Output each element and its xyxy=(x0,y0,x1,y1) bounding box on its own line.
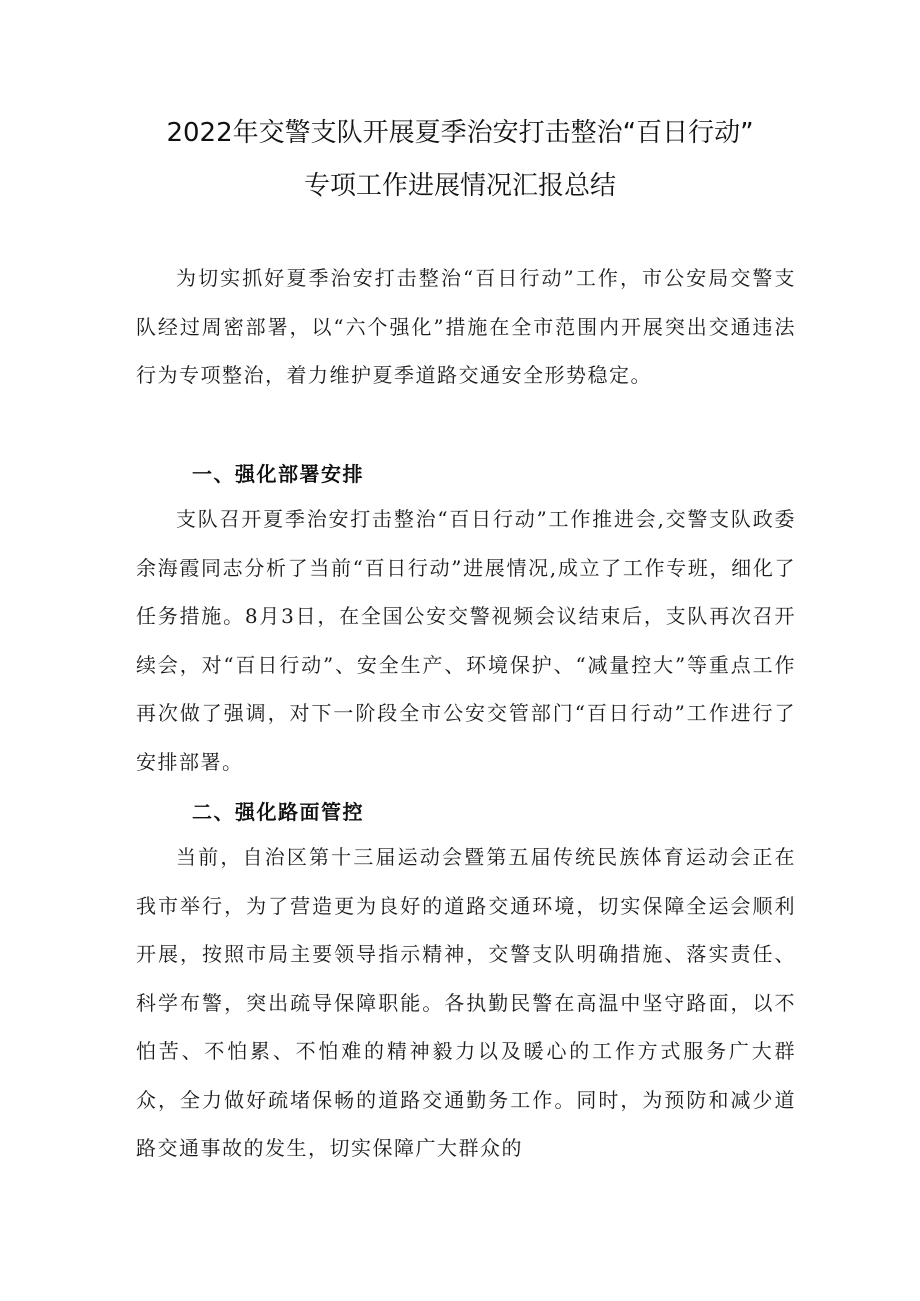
document-title-line1: 2022年交警支队开展夏季治安打击整治“百日行动” xyxy=(166,118,754,148)
section-heading-1: 一、强化部署安排 xyxy=(192,462,364,486)
section-paragraph-1: 支队召开夏季治安打击整治“百日行动”工作推进会,交警支队政委余海霞同志分析了当前“百日行动”进展情况,成立了工作专班，细化了任务措施。8月3日，在全国公安交警视频会议结束后，支队再次召开续会，对“百日行动”、安全生产、环境保护、“减量控大”等重点工作再次做了强调，对下一阶段全市公安交管部门“百日行动”工作进行了安排部署。 xyxy=(136,507,796,774)
section-heading-2: 二、强化路面管控 xyxy=(192,800,364,824)
intro-paragraph: 为切实抓好夏季治安打击整治“百日行动”工作，市公安局交警支队经过周密部署，以“六个强化”措施在全市范围内开展突出交通违法行为专项整治，着力维护夏季道路交通安全形势稳定。 xyxy=(136,266,796,387)
section-paragraph-2: 当前，自治区第十三届运动会暨第五届传统民族体育运动会正在我市举行，为了营造更为良好的道路交通环境，切实保障全运会顺利开展，按照市局主要领导指示精神，交警支队明确措施、落实责任、科学布警，突出疏导保障职能。各执勤民警在高温中坚守路面，以不怕苦、不怕累、不怕难的精神毅力以及暖心的工作方式服务广大群众，全力做好疏堵保畅的道路交通勤务工作。同时，为预防和减少道路交通事故的发生，切实保障广大群众的 xyxy=(136,845,796,1160)
document-title-line2: 专项工作进展情况汇报总结 xyxy=(303,171,616,201)
